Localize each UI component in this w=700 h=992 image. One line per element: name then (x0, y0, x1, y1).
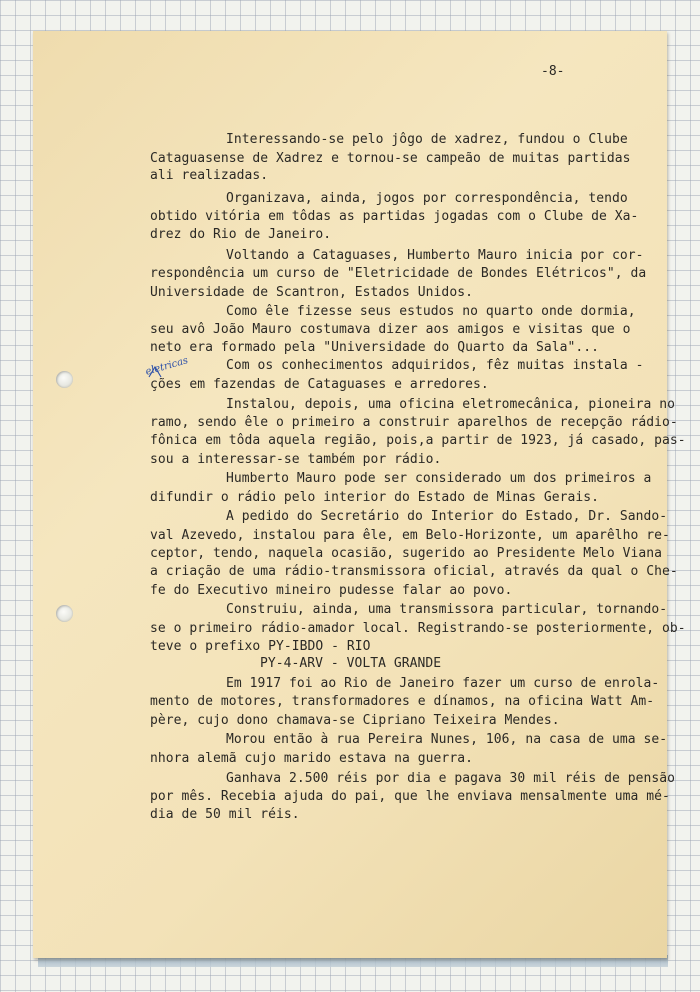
text-line: obtido vitória em tôdas as partidas jogadas com o Clube de Xa- (150, 209, 639, 224)
text-line: Organizava, ainda, jogos por correspondência, tendo (226, 191, 628, 206)
text-line: A pedido do Secretário do Interior do Estado, Dr. Sando- (226, 509, 668, 524)
text-line: por mês. Recebia ajuda do pai, que lhe enviava mensalmente uma mé- (150, 789, 670, 804)
text-line: Interessando-se pelo jôgo de xadrez, fundou o Clube (226, 132, 628, 147)
text-line: Com os conhecimentos adquiridos, fêz muitas instala - (226, 358, 644, 373)
text-line: Voltando a Cataguases, Humberto Mauro inicia por cor- (226, 248, 644, 263)
text-line: ali realizadas. (150, 168, 269, 183)
text-line: nhora alemã cujo marido estava na guerra. (150, 751, 473, 766)
text-line: Universidade de Scantron, Estados Unidos. (150, 285, 473, 300)
text-line: Construiu, ainda, uma transmissora particular, tornando- (226, 602, 668, 617)
text-line: drez do Rio de Janeiro. (150, 227, 332, 242)
text-line: neto era formado pela "Universidade do Quarto da Sala"... (150, 340, 599, 355)
text-line: fe do Executivo mineiro pudesse falar ao povo. (150, 583, 513, 598)
text-line: sou a interessar-se também por rádio. (150, 452, 442, 467)
page-number: -8- (541, 64, 565, 79)
text-line: mento de motores, transformadores e dínamos, na oficina Watt Am- (150, 694, 655, 709)
text-line: se o primeiro rádio-amador local. Registrando-se posteriormente, ob- (150, 621, 686, 636)
punch-hole-top (56, 371, 73, 388)
text-line: Humberto Mauro pode ser considerado um dos primeiros a (226, 471, 652, 486)
text-line: Morou então à rua Pereira Nunes, 106, na casa de uma se- (226, 732, 668, 747)
text-line: respondência um curso de "Eletricidade de Bondes Elétricos", da (150, 266, 647, 281)
text-line: a criação de uma rádio-transmissora oficial, através da qual o Che- (150, 564, 678, 579)
text-line: Instalou, depois, uma oficina eletromecânica, pioneira no (226, 397, 675, 412)
text-line: Em 1917 foi ao Rio de Janeiro fazer um curso de enrola- (226, 676, 660, 691)
text-line: seu avô João Mauro costumava dizer aos amigos e visitas que o (150, 322, 631, 337)
text-line: ceptor, tendo, naquela ocasião, sugerido ao Presidente Melo Viana (150, 546, 662, 561)
text-line: dia de 50 mil réis. (150, 807, 300, 822)
text-line: Ganhava 2.500 réis por dia e pagava 30 mil réis de pensão (226, 771, 675, 786)
text-line: ções em fazendas de Cataguases e arredores. (150, 377, 489, 392)
handwritten-annotation: eletricas (144, 355, 190, 378)
text-line: PY-4-ARV - VOLTA GRANDE (260, 656, 442, 671)
text-line: fônica em tôda aquela região, pois,a partir de 1923, já casado, pas- (150, 433, 686, 448)
punch-hole-bottom (56, 605, 73, 622)
text-line: val Azevedo, instalou para êle, em Belo-Horizonte, um aparêlho re- (150, 528, 670, 543)
text-line: Como êle fizesse seus estudos no quarto onde dormia, (226, 304, 636, 319)
text-line: ramo, sendo êle o primeiro a construir aparelhos de recepção rádio- (150, 415, 678, 430)
text-line: difundir o rádio pelo interior do Estado de Minas Gerais. (150, 490, 599, 505)
text-line: père, cujo dono chamava-se Cipriano Teixeira Mendes. (150, 713, 560, 728)
text-line: teve o prefixo PY-IBDO - RIO (150, 639, 371, 654)
text-line: Cataguasense de Xadrez e tornou-se campeão de muitas partidas (150, 151, 631, 166)
